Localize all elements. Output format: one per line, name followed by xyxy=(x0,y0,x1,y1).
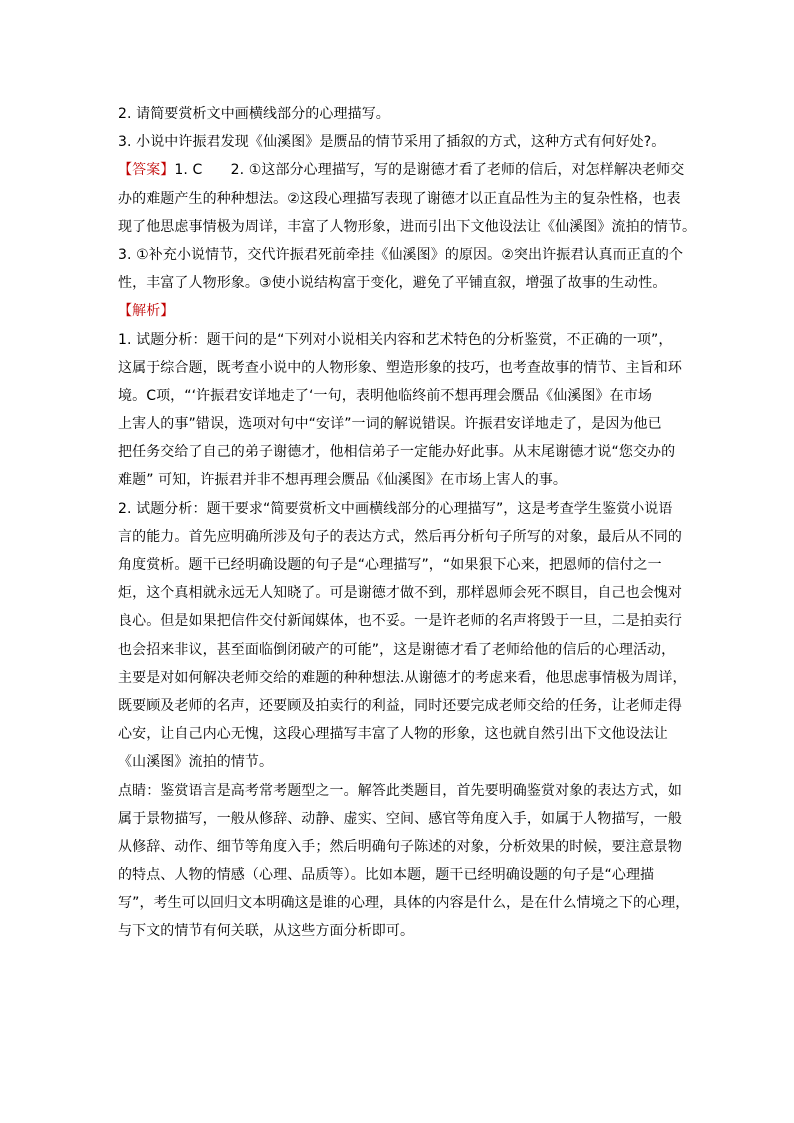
tip-line: 与下文的情节有何关联，从这些方面分析即可。 xyxy=(118,923,415,940)
analysis-label: 【解析】 xyxy=(118,303,175,320)
answer-text: 1. C 2. ①这部分心理描写，写的是谢德才看了老师的信后，对怎样解决老师交 xyxy=(174,162,685,179)
tip-line: 属于景物描写，一般从修辞、动静、虚实、空间、感官等角度入手，如属于人物描写，一般 xyxy=(118,810,682,827)
document-body xyxy=(118,100,697,946)
analysis-2-line: 良心。但是如果把信件交付新闻媒体，也不妥。一是许老师的名声将毁于一旦，二是拍卖行 xyxy=(118,613,682,630)
analysis-2-line: 既要顾及老师的名声，还要顾及拍卖行的利益，同时还要完成老师交给的任务，让老师走得 xyxy=(118,697,682,714)
analysis-2-line: 炬，这个真相就永远无人知晓了。可是谢德才做不到，那样恩师会死不瞑目，自己也会愧对 xyxy=(118,585,682,602)
analysis-1-line: 把任务交给了自己的弟子谢德才，他相信弟子一定能办好此事。从末尾谢德才说“您交办的 xyxy=(118,444,676,461)
analysis-1-line: 上害人的事”错误，选项对句中“安详”一词的解说错误。许振君安详地走了，是因为他已 xyxy=(118,416,662,433)
question-2: 2. 请简要赏析文中画横线部分的心理描写。 xyxy=(118,106,390,122)
answer-label: 【答案】 xyxy=(118,162,175,179)
analysis-1-line: 1. 试题分析：题干问的是“下列对小说相关内容和艺术特色的分析鉴赏，不正确的一项”， xyxy=(118,331,673,348)
tip-line: 的特点、人物的情感（心理、品质等）。比如本题，题干已经明确设题的句子是“心理描 xyxy=(118,867,655,884)
tip-line: 从修辞、动作、细节等角度入手；然后明确句子陈述的对象，分析效果的时候，要注意景物 xyxy=(118,838,682,855)
analysis-2-line: 2. 试题分析：题干要求“简要赏析文中画横线部分的心理描写”，这是考查学生鉴赏小说语 xyxy=(118,500,673,517)
answer-line-2: 办的难题产生的种种想法。②这段心理描写表现了谢德才以正直品性为主的复杂性格，也表 xyxy=(118,190,681,207)
tip-line: 点睛：鉴赏语言是高考常考题型之一。解答此类题目，首先要明确鉴赏对象的表达方式，如 xyxy=(118,782,682,799)
analysis-1-line: 境。C项，“‘许振君安详地走了‘一句，表明他临终前不想再理会赝品《仙溪图》在市场 xyxy=(118,387,652,404)
analysis-2-line: 角度赏析。题干已经明确设题的句子是“心理描写”，“如果狠下心来，把恩师的信付之一 xyxy=(118,557,662,573)
answer-line-4: 3. ①补充小说情节，交代许振君死前牵挂《仙溪图》的原因。②突出许振君认真而正直的个 xyxy=(118,246,684,263)
answer-line-5: 性，丰富了人物形象。③使小说结构富于变化，避免了平铺直叙，增强了故事的生动性。 xyxy=(118,275,667,292)
answer-line-3: 现了他思虑事情极为周详，丰富了人物形象，进而引出下文他设法让《仙溪图》流拍的情节。 xyxy=(118,218,697,235)
analysis-2-line: 心安，让自己内心无愧，这段心理描写丰富了人物的形象，这也就自然引出下文他设法让 xyxy=(118,726,668,743)
question-3: 3. 小说中许振君发现《仙溪图》是赝品的情节采用了插叙的方式，这种方式有何好处?。 xyxy=(118,134,666,151)
analysis-1-line: 这属于综合题，既考查小说中的人物形象、塑造形象的技巧，也考查故事的情节、主旨和环 xyxy=(118,359,682,376)
analysis-2-line: 也会招来非议，甚至面临倒闭破产的可能”，这是谢德才看了老师给他的信后的心理活动， xyxy=(118,641,676,658)
analysis-1-line: 难题” 可知，许振君并非不想再理会赝品《仙溪图》在市场上害人的事。 xyxy=(118,472,568,489)
tip-line: 写”，考生可以回归文本明确这是谁的心理，具体的内容是什么，是在什么情境之下的心理， xyxy=(118,895,690,912)
answer-line-1 xyxy=(118,156,688,184)
analysis-2-line: 主要是对如何解决老师交给的难题的种种想法.从谢德才的考虑来看，他思虑事情极为周详， xyxy=(118,669,687,686)
analysis-2-line: 言的能力。首先应明确所涉及句子的表达方式，然后再分析句子所写的对象，最后从不同的 xyxy=(118,528,682,545)
analysis-2-line: 《山溪图》流拍的情节。 xyxy=(118,754,274,771)
